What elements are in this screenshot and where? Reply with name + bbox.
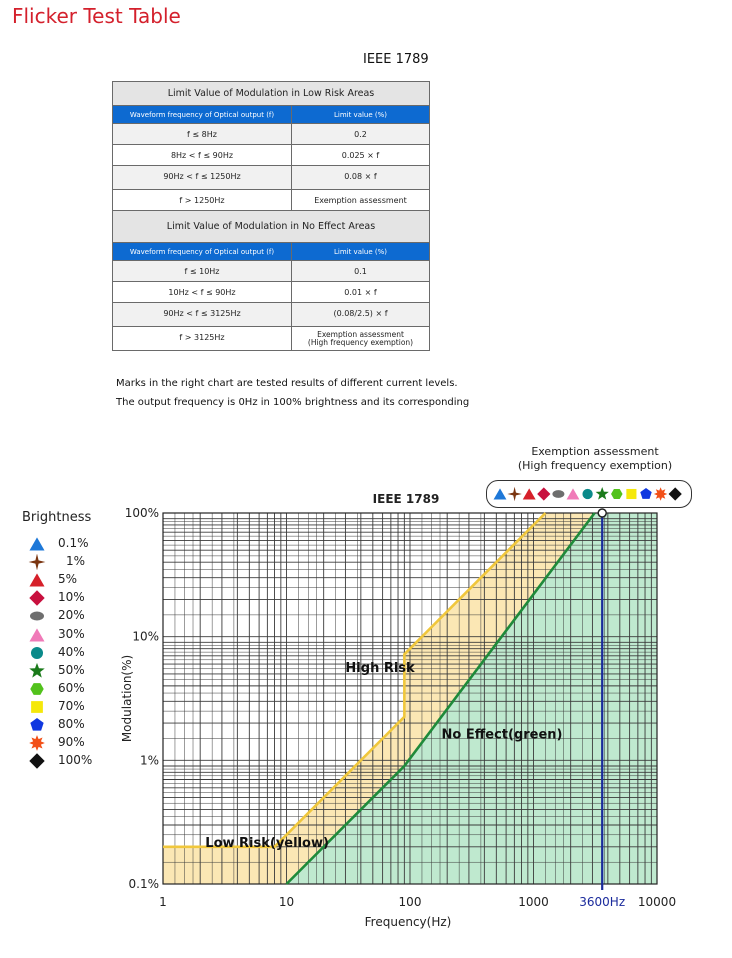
y-tick-label: 1% [139, 753, 159, 768]
exemption-line-2: (High frequency exemption) [517, 459, 673, 472]
header-cell: Waveform frequency of Optical output (f) [113, 106, 292, 124]
table-cell: (0.08/2.5) × f [292, 303, 430, 327]
table-cell: 0.01 × f [292, 282, 430, 303]
x-tick-label: 3600Hz [579, 895, 626, 909]
legend-label: 100% [58, 753, 93, 768]
chart-title: IEEE 1789 [372, 492, 440, 506]
x-axis-label: Frequency(Hz) [364, 915, 452, 929]
y-axis-label: Modulation(%) [120, 654, 134, 743]
x-tick-label: 100 [398, 895, 422, 909]
legend-label: 90% [58, 735, 85, 750]
section-title: Limit Value of Modulation in No Effect Areas [113, 211, 430, 243]
table-cell: 0.08 × f [292, 166, 430, 190]
table-cell: Exemption assessment [292, 190, 430, 211]
legend-label: 5% [58, 572, 78, 587]
section-title: Limit Value of Modulation in Low Risk Areas [113, 82, 430, 106]
standard-title: IEEE 1789 [363, 52, 429, 67]
table-cell: 0.2 [292, 124, 430, 145]
exemption-line-1: Exemption assessment [531, 445, 659, 458]
note-line-1: Marks in the right chart are tested results of different current levels. [116, 378, 458, 389]
legend-label: 20% [58, 608, 85, 623]
legend-label: 80% [58, 717, 85, 731]
legend-title: Brightness [22, 510, 92, 525]
legend-label: 10% [58, 590, 85, 605]
y-tick-label: 10% [132, 629, 159, 644]
legend-label: 30% [58, 626, 85, 641]
x-tick-label: 10 [278, 895, 295, 909]
legend-label: 0.1% [58, 536, 89, 550]
legend-label: 70% [58, 698, 85, 713]
table-cell: 0.1 [292, 261, 430, 282]
region-label: No Effect(green) [441, 727, 563, 743]
header-cell: Waveform frequency of Optical output (f) [113, 243, 292, 261]
legend-label: 60% [58, 680, 85, 695]
table-cell: f > 3125Hz [113, 327, 292, 351]
table-cell: f ≤ 10Hz [113, 261, 292, 282]
table-cell: f > 1250Hz [113, 190, 292, 211]
legend-label: 50% [58, 662, 85, 677]
table-cell: 10Hz < f ≤ 90Hz [113, 282, 292, 303]
table-cell: 0.025 × f [292, 145, 430, 166]
y-tick-label: 100% [124, 506, 159, 520]
x-tick-label: 1 [159, 895, 167, 909]
frequency-marker-point [598, 509, 606, 517]
region-label: High Risk [345, 660, 415, 676]
table-cell: 90Hz < f ≤ 1250Hz [113, 166, 292, 190]
y-tick-label: 0.1% [128, 877, 159, 891]
header-cell: Limit value (%) [292, 243, 430, 261]
x-tick-label: 1000 [518, 895, 549, 909]
table-cell: 90Hz < f ≤ 3125Hz [113, 303, 292, 327]
legend-label: 40% [58, 644, 85, 659]
page-title: Flicker Test Table [12, 4, 181, 28]
table-cell: 8Hz < f ≤ 90Hz [113, 145, 292, 166]
table-cell: Exemption assessment (High frequency exemption) [292, 327, 430, 351]
table-cell: f ≤ 8Hz [113, 124, 292, 145]
region-label: Low Risk(yellow) [205, 835, 329, 851]
header-cell: Limit value (%) [292, 106, 430, 124]
legend-label: 1% [66, 554, 86, 569]
x-tick-label: 10000 [637, 895, 677, 909]
note-line-2: The output frequency is 0Hz in 100% brightness and its corresponding [116, 397, 470, 408]
